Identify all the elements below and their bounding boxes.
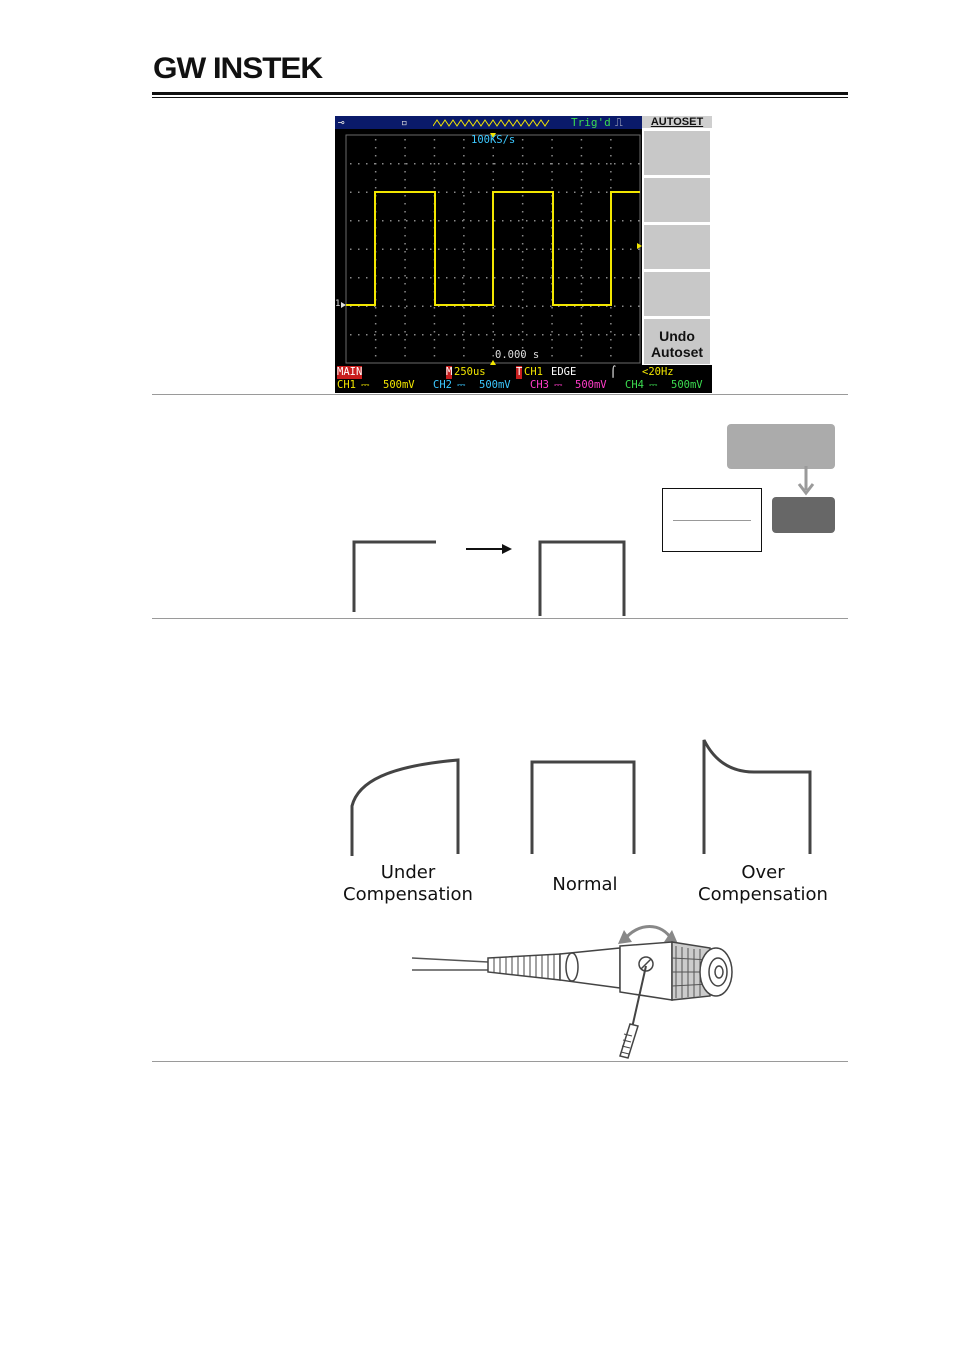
over-label-line1: Over: [741, 862, 785, 883]
sample-rate-label: 100KS/s: [471, 134, 516, 146]
under-compensation-label: [330, 862, 486, 906]
gw-instek-logo: GW INSTEK: [153, 52, 323, 85]
under-compensation-waveform: [338, 736, 478, 856]
ch4-label: CH4: [625, 379, 644, 391]
scope-graticule: [335, 129, 642, 365]
pulse-icon: ⎍: [615, 116, 623, 129]
soft-key-4[interactable]: [643, 271, 711, 317]
under-label-line2: Compensation: [343, 884, 473, 905]
under-label-line1: Under: [380, 862, 436, 883]
soft-key-2[interactable]: [643, 177, 711, 223]
run-stop-front-panel-key: [772, 497, 835, 533]
ch2-coupling-icon: ⎓: [457, 379, 466, 391]
ch2-volts: 500mV: [479, 379, 511, 391]
ch1-volts: 500mV: [383, 379, 415, 391]
header-rule-thin: [152, 97, 848, 98]
timebase-mode: MAIN: [337, 366, 363, 378]
arrow-down-icon: [796, 466, 816, 498]
normal-waveform: [510, 736, 640, 856]
scope-info-bar: [335, 365, 712, 393]
svg-text:1: 1: [335, 299, 341, 309]
autoset-label: Autoset: [650, 344, 704, 360]
arrow-icon: [466, 542, 514, 556]
ch3-coupling-icon: ⎓: [554, 379, 563, 391]
ch3-volts: 500mV: [575, 379, 607, 391]
over-compensation-label: [686, 862, 840, 906]
waveform-before: [338, 512, 442, 612]
ch1-label: CH1: [337, 379, 356, 391]
over-compensation-waveform: [684, 730, 836, 854]
timebase-value: 250us: [454, 366, 486, 378]
ch3-label: CH3: [530, 379, 549, 391]
divider-2: [152, 618, 848, 619]
ch1-coupling-icon: ⎓: [361, 379, 370, 391]
trigger-source: CH1: [524, 366, 543, 378]
trigger-type: EDGE: [551, 366, 577, 378]
normal-label: Normal: [552, 874, 618, 895]
panel-display-line: [673, 520, 751, 521]
probe-adjustment-illustration: [410, 918, 744, 1060]
waveform-preview-icon: [433, 118, 551, 128]
rotate-arrow-icon: [624, 927, 672, 941]
panel-display-box: [662, 488, 762, 552]
soft-menu: [642, 116, 712, 365]
time-offset-label: 0.000 s: [495, 349, 540, 361]
trigger-marker: T: [516, 366, 523, 378]
memory-icon: ▫: [401, 116, 408, 129]
trigger-frequency: <20Hz: [642, 366, 674, 378]
soft-key-1[interactable]: [643, 130, 711, 176]
scope-status-bar: [335, 116, 642, 129]
autoset-front-panel-key: [727, 424, 835, 469]
rising-edge-icon: ⌠: [610, 366, 617, 378]
ch2-label: CH2: [433, 379, 452, 391]
divider-3: [152, 1061, 848, 1062]
undo-autoset-button[interactable]: [643, 318, 711, 365]
divider-1: [152, 394, 848, 395]
trig-status: Trig'd: [571, 116, 611, 129]
undo-label: Undo: [659, 328, 695, 344]
ch4-volts: 500mV: [671, 379, 703, 391]
over-label-line2: Compensation: [698, 884, 828, 905]
oscilloscope-screen: [335, 116, 712, 393]
ch4-coupling-icon: ⎓: [649, 379, 658, 391]
ground-icon: ⊸: [338, 116, 345, 129]
timebase-marker: M: [446, 366, 453, 378]
header-rule: [152, 92, 848, 95]
waveform-after: [524, 512, 648, 616]
menu-title-autoset: AUTOSET: [642, 116, 712, 128]
soft-key-3[interactable]: [643, 224, 711, 270]
